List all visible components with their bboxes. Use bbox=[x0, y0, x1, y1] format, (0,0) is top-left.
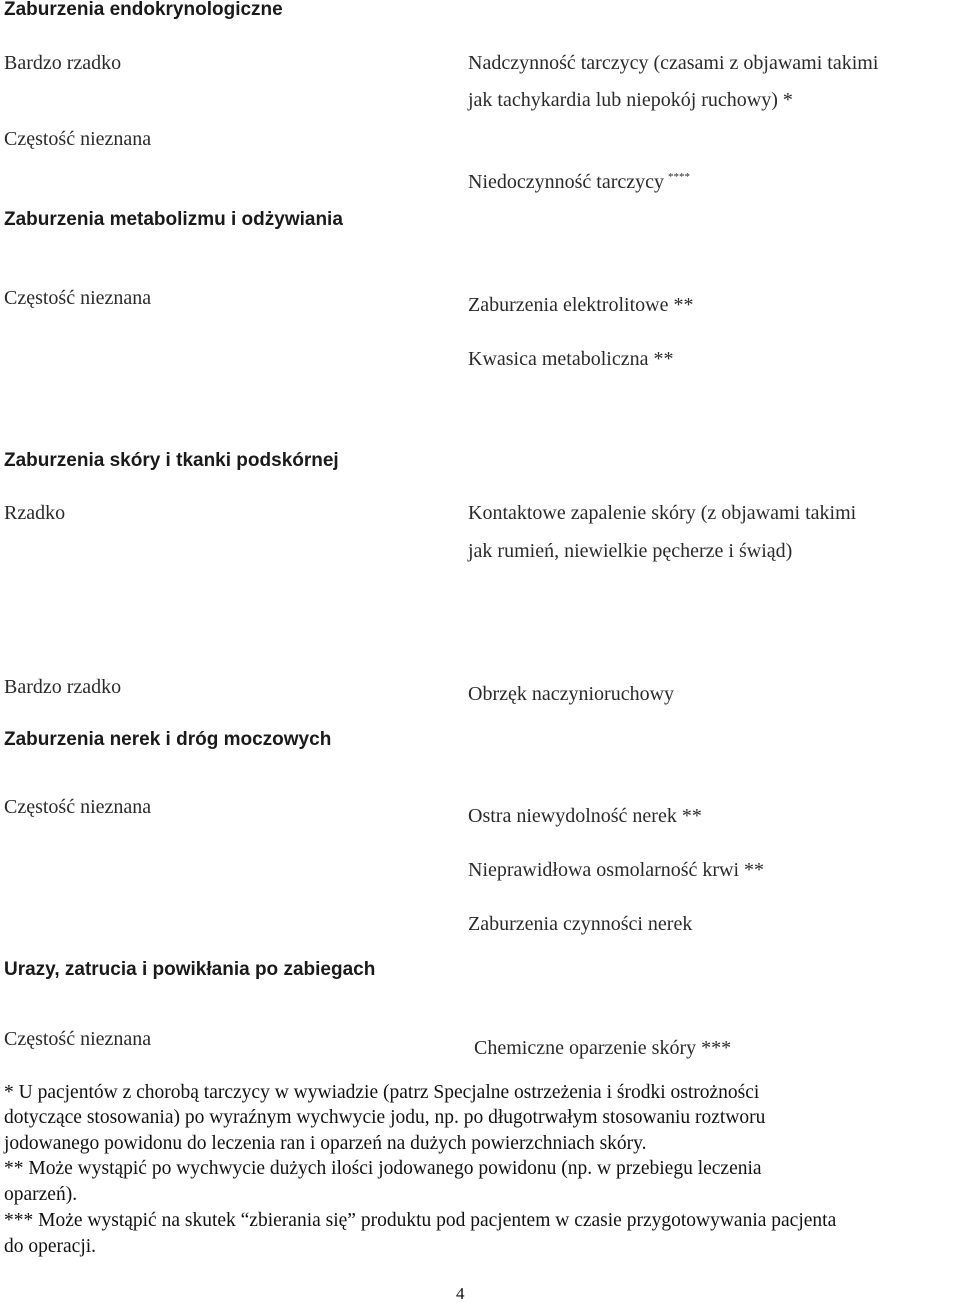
footnote-line: ** Może wystąpić po wychwycie dużych ilości jodowanego powidonu (np. w przebiegu leczenia bbox=[4, 1158, 762, 1179]
frequency-label: Częstość nieznana bbox=[4, 128, 152, 150]
frequency-label: Bardzo rzadko bbox=[4, 676, 122, 698]
section-heading-metabolism: Zaburzenia metabolizmu i odżywiania bbox=[4, 209, 343, 230]
adverse-effect-text: Nadczynność tarczycy (czasami z objawami takimi bbox=[468, 52, 879, 74]
adverse-effect-text: jak rumień, niewielkie pęcherze i świąd) bbox=[468, 540, 793, 562]
adverse-effect-label: Niedoczynność tarczycy bbox=[468, 171, 665, 193]
frequency-label: Częstość nieznana bbox=[4, 1028, 152, 1050]
adverse-effect-text: jak tachykardia lub niepokój ruchowy) * bbox=[468, 89, 793, 111]
adverse-effect-text: Nieprawidłowa osmolarność krwi ** bbox=[468, 859, 765, 881]
frequency-label: Rzadko bbox=[4, 502, 66, 524]
footnote-line: *** Może wystąpić na skutek “zbierania się” produktu pod pacjentem w czasie przygotowywania pacjenta bbox=[4, 1210, 837, 1231]
adverse-effect-text: Zaburzenia elektrolitowe ** bbox=[468, 294, 694, 316]
adverse-effect-text: Kwasica metaboliczna ** bbox=[468, 348, 674, 370]
section-heading-kidney: Zaburzenia nerek i dróg moczowych bbox=[4, 729, 332, 750]
frequency-label: Częstość nieznana bbox=[4, 796, 152, 818]
adverse-effect-text bbox=[468, 172, 690, 192]
section-heading-injury: Urazy, zatrucia i powikłania po zabiegach bbox=[4, 959, 376, 980]
footnote-line: * U pacjentów z chorobą tarczycy w wywiadzie (patrz Specjalne ostrzeżenia i środki ostrożności bbox=[4, 1082, 760, 1103]
footnote-line: do operacji. bbox=[4, 1236, 97, 1257]
adverse-effect-text: Ostra niewydolność nerek ** bbox=[468, 805, 702, 827]
adverse-effect-text: Zaburzenia czynności nerek bbox=[468, 913, 693, 935]
adverse-effect-text: Chemiczne oparzenie skóry *** bbox=[474, 1037, 732, 1059]
frequency-label: Bardzo rzadko bbox=[4, 52, 122, 74]
adverse-effect-text: Obrzęk naczynioruchowy bbox=[468, 683, 675, 705]
footnote-line: dotyczące stosowania) po wyraźnym wychwycie jodu, np. po długotrwałym stosowaniu roztworu bbox=[4, 1107, 766, 1128]
footnote-line: jodowanego powidonu do leczenia ran i oparzeń na dużych powierzchniach skóry. bbox=[4, 1133, 647, 1154]
adverse-effect-text: Kontaktowe zapalenie skóry (z objawami takimi bbox=[468, 502, 857, 524]
page-number: 4 bbox=[456, 1284, 465, 1303]
footnote-line: oparzeń). bbox=[4, 1184, 78, 1205]
section-heading-skin: Zaburzenia skóry i tkanki podskórnej bbox=[4, 450, 339, 471]
footnote-marker: **** bbox=[668, 171, 691, 184]
section-heading-endocrine: Zaburzenia endokrynologiczne bbox=[4, 0, 283, 20]
frequency-label: Częstość nieznana bbox=[4, 287, 152, 309]
